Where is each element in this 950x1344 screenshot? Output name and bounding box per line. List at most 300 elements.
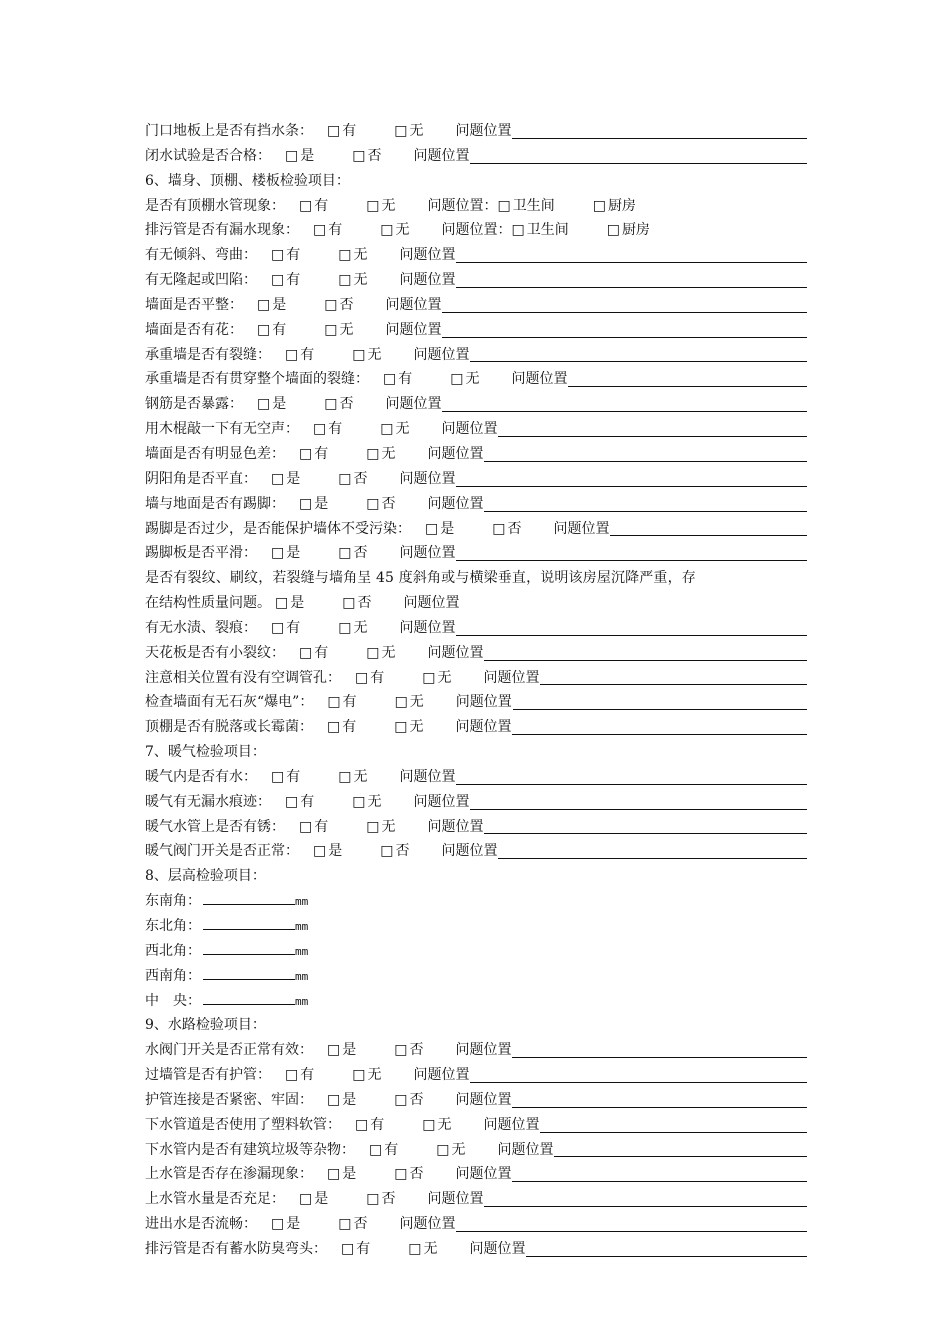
- checkbox[interactable]: □: [324, 396, 338, 413]
- height-measure-row: [145, 964, 807, 989]
- checkbox[interactable]: □: [299, 197, 313, 214]
- checklist-row: [145, 566, 807, 591]
- answer-options: [271, 765, 367, 790]
- checkbox-label: 否: [409, 1166, 424, 1183]
- checkbox[interactable]: □: [355, 1116, 369, 1133]
- checkbox-label: 是: [342, 1166, 357, 1183]
- checkbox-option[interactable]: [324, 392, 353, 417]
- checkbox-label: 无: [353, 247, 368, 264]
- answer-options: [355, 666, 451, 691]
- problem-location-field[interactable]: [456, 472, 807, 487]
- checkbox[interactable]: □: [408, 1240, 422, 1257]
- checkbox-label: 有: [272, 321, 287, 338]
- checklist-row: [145, 293, 807, 318]
- checkbox[interactable]: □: [299, 495, 313, 512]
- problem-location-field[interactable]: [442, 298, 807, 313]
- checkbox[interactable]: □: [394, 694, 408, 711]
- checkbox-option[interactable]: [324, 293, 353, 318]
- checkbox-option[interactable]: [299, 815, 328, 840]
- checkbox-option[interactable]: [313, 839, 342, 864]
- problem-location-field[interactable]: [442, 323, 807, 338]
- problem-location-field[interactable]: [484, 497, 807, 512]
- answer-options: [327, 119, 423, 144]
- checkbox-label: 无: [409, 694, 424, 711]
- problem-location-field[interactable]: [456, 1217, 807, 1232]
- checkbox[interactable]: □: [327, 1091, 341, 1108]
- checkbox-label: 有: [342, 123, 357, 139]
- checkbox-label: 无: [367, 346, 382, 363]
- checklist-row: [145, 343, 807, 368]
- checkbox-option[interactable]: [338, 243, 367, 268]
- checkbox-label: 否: [395, 843, 410, 860]
- checkbox-option[interactable]: [285, 144, 314, 169]
- checkbox-option[interactable]: [366, 1187, 395, 1212]
- checkbox[interactable]: □: [394, 1166, 408, 1183]
- checkbox-label: 无: [409, 719, 424, 736]
- question-text: 下水管道是否使用了塑料软管：: [145, 1116, 341, 1133]
- checkbox[interactable]: □: [338, 768, 352, 785]
- problem-location-label: 问题位置: [455, 1166, 512, 1183]
- answer-options: [313, 417, 409, 442]
- checkbox-label: 卫生间: [526, 222, 569, 239]
- checkbox[interactable]: □: [352, 346, 366, 363]
- checkbox[interactable]: □: [338, 1216, 352, 1233]
- checkbox-option[interactable]: [271, 765, 300, 790]
- checkbox[interactable]: □: [425, 520, 439, 537]
- checklist-row: [145, 541, 807, 566]
- problem-location-field[interactable]: [568, 372, 807, 387]
- checkbox-option[interactable]: [341, 1237, 370, 1262]
- problem-location-field[interactable]: [512, 124, 807, 139]
- problem-location-field[interactable]: [512, 720, 807, 735]
- checkbox-option[interactable]: [394, 1088, 423, 1113]
- checkbox[interactable]: □: [380, 843, 394, 860]
- checkbox[interactable]: □: [394, 1042, 408, 1059]
- measure-label: 中 央：: [145, 992, 201, 1009]
- checkbox-option[interactable]: [366, 492, 395, 517]
- answer-options: [299, 1187, 395, 1212]
- checklist-row: [145, 765, 807, 790]
- problem-location-label: 问题位置: [441, 843, 498, 860]
- problem-location-label: 问题位置: [483, 669, 540, 686]
- location-options: [497, 194, 635, 219]
- checkbox[interactable]: □: [257, 321, 271, 338]
- checkbox-option[interactable]: [299, 194, 328, 219]
- question-text: 是否有顶棚水管现象：: [145, 197, 285, 214]
- checkbox-label: 有: [398, 371, 413, 388]
- checkbox-option[interactable]: [436, 1138, 465, 1163]
- checkbox-option[interactable]: [327, 119, 356, 144]
- checkbox-label: 卫生间: [512, 197, 555, 214]
- checkbox-option[interactable]: [593, 194, 636, 219]
- answer-options: [271, 1212, 367, 1237]
- checkbox-option[interactable]: [299, 641, 328, 666]
- problem-location-field[interactable]: [470, 347, 807, 362]
- checkbox-label: 有: [300, 793, 315, 810]
- question-text: 排污管是否有漏水现象：: [145, 222, 299, 239]
- checklist-row: [145, 815, 807, 840]
- measure-input[interactable]: [203, 890, 295, 905]
- section-heading: 7、暖气检验项目：: [145, 744, 266, 761]
- checkbox-option[interactable]: [422, 1113, 451, 1138]
- checkbox[interactable]: □: [275, 595, 289, 612]
- question-text: 墙面是否平整：: [145, 296, 243, 313]
- problem-location-field[interactable]: [442, 397, 807, 412]
- checkbox[interactable]: □: [299, 445, 313, 462]
- problem-location-field[interactable]: [513, 695, 807, 710]
- section-heading: 9、水路检验项目：: [145, 1017, 266, 1034]
- checkbox-option[interactable]: [299, 442, 328, 467]
- checkbox-label: 是: [314, 495, 329, 512]
- question-text: 下水管内是否有建筑垃圾等杂物：: [145, 1141, 355, 1158]
- checkbox-label: 有: [384, 1141, 399, 1158]
- checkbox-label: 有: [370, 669, 385, 686]
- checkbox-label: 有: [370, 1116, 385, 1133]
- problem-location-field[interactable]: [456, 621, 807, 636]
- checkbox[interactable]: □: [327, 694, 341, 711]
- question-text: 暖气内是否有水：: [145, 768, 257, 785]
- checkbox-option[interactable]: [324, 318, 353, 343]
- checkbox[interactable]: □: [271, 247, 285, 264]
- checkbox-option[interactable]: [366, 194, 395, 219]
- checkbox-option[interactable]: [327, 690, 356, 715]
- problem-location-field[interactable]: [512, 1043, 807, 1058]
- checkbox-option[interactable]: [257, 318, 286, 343]
- checkbox-option[interactable]: [313, 218, 342, 243]
- problem-location-label: 问题位置: [399, 272, 456, 289]
- checkbox-option[interactable]: [327, 1162, 356, 1187]
- question-text: 门口地板上是否有挡水条：: [145, 123, 313, 139]
- checkbox[interactable]: □: [394, 123, 408, 139]
- checkbox-option[interactable]: [395, 690, 424, 715]
- checkbox[interactable]: □: [366, 818, 380, 835]
- question-text: 排污管是否有蓄水防臭弯头：: [145, 1240, 327, 1257]
- checkbox[interactable]: □: [450, 371, 464, 388]
- answer-options: [313, 839, 409, 864]
- problem-location-field[interactable]: [512, 1093, 807, 1108]
- checkbox-option[interactable]: [352, 343, 381, 368]
- checkbox-option[interactable]: [257, 392, 286, 417]
- checkbox-option[interactable]: [366, 815, 395, 840]
- checkbox-option[interactable]: [497, 194, 554, 219]
- measure-input[interactable]: [203, 940, 295, 955]
- checkbox-label: 有: [286, 247, 301, 264]
- checkbox-option[interactable]: [369, 1138, 398, 1163]
- checkbox[interactable]: □: [383, 371, 397, 388]
- checklist-row: [145, 1113, 807, 1138]
- checkbox[interactable]: □: [352, 793, 366, 810]
- checkbox-option[interactable]: [285, 1063, 314, 1088]
- checkbox[interactable]: □: [324, 321, 338, 338]
- checkbox-option[interactable]: [327, 1038, 356, 1063]
- checkbox[interactable]: □: [338, 619, 352, 636]
- question-text: 是否有裂纹、刷纹，若裂缝与墙角呈 45 度斜角或与横梁垂直，说明该房屋沉降严重，存: [145, 570, 696, 587]
- checkbox-option[interactable]: [342, 591, 371, 616]
- problem-location-field[interactable]: [456, 770, 807, 785]
- checkbox[interactable]: □: [352, 1067, 366, 1084]
- problem-location-field[interactable]: [470, 149, 807, 164]
- location-options: [511, 218, 649, 243]
- checkbox-label: 无: [465, 371, 480, 388]
- checklist-row: [145, 1187, 807, 1212]
- question-text: 承重墙是否有裂缝：: [145, 346, 271, 363]
- checkbox[interactable]: □: [285, 346, 299, 363]
- checkbox[interactable]: □: [369, 1141, 383, 1158]
- checkbox-option[interactable]: [271, 268, 300, 293]
- checkbox[interactable]: □: [341, 1240, 355, 1257]
- checkbox-option[interactable]: [355, 1113, 384, 1138]
- checklist-row: [145, 839, 807, 864]
- checkbox-label: 有: [300, 1067, 315, 1084]
- problem-location-field[interactable]: [498, 422, 807, 437]
- checkbox-option[interactable]: [394, 715, 423, 740]
- checkbox-option[interactable]: [394, 1038, 423, 1063]
- checkbox[interactable]: □: [511, 222, 525, 239]
- checkbox-label: 有: [342, 694, 357, 711]
- height-measure-row: [145, 889, 807, 914]
- checkbox[interactable]: □: [394, 719, 408, 736]
- checkbox-option[interactable]: [355, 666, 384, 691]
- checkbox-option[interactable]: [422, 666, 451, 691]
- question-text: 顶棚是否有脱落或长霉菌：: [145, 719, 313, 736]
- problem-location-label: 问题位置: [511, 371, 568, 388]
- problem-location-label: 问题位置: [497, 1141, 554, 1158]
- checkbox-option[interactable]: [338, 765, 367, 790]
- checkbox-label: 是: [290, 595, 305, 612]
- checkbox[interactable]: □: [257, 296, 271, 313]
- checkbox[interactable]: □: [422, 669, 436, 686]
- problem-location-field[interactable]: [456, 273, 807, 288]
- checkbox[interactable]: □: [338, 545, 352, 562]
- answer-options: [327, 1162, 423, 1187]
- checkbox-option[interactable]: [425, 517, 454, 542]
- problem-location-field[interactable]: [540, 670, 807, 685]
- checklist-row: [145, 517, 807, 542]
- checkbox[interactable]: □: [366, 1191, 380, 1208]
- checkbox[interactable]: □: [271, 545, 285, 562]
- question-text: 有无隆起或凹陷：: [145, 272, 257, 289]
- checkbox-label: 否: [367, 147, 382, 164]
- problem-location-field[interactable]: [540, 1118, 807, 1133]
- answer-options: [271, 616, 367, 641]
- checkbox[interactable]: □: [352, 147, 366, 164]
- checkbox-label: 是: [272, 396, 287, 413]
- problem-location-field[interactable]: [484, 1192, 807, 1207]
- checkbox-option[interactable]: [327, 1088, 356, 1113]
- checkbox[interactable]: □: [271, 272, 285, 289]
- answer-options: [369, 1138, 465, 1163]
- checkbox-option[interactable]: [285, 343, 314, 368]
- problem-location-field[interactable]: [610, 521, 807, 536]
- checkbox[interactable]: □: [324, 296, 338, 313]
- checkbox-option[interactable]: [380, 839, 409, 864]
- checkbox[interactable]: □: [271, 619, 285, 636]
- checkbox-option[interactable]: [408, 1237, 437, 1262]
- checkbox[interactable]: □: [299, 1191, 313, 1208]
- checkbox-label: 有: [314, 644, 329, 661]
- checkbox[interactable]: □: [366, 197, 380, 214]
- checkbox[interactable]: □: [327, 719, 341, 736]
- checkbox[interactable]: □: [366, 644, 380, 661]
- checkbox[interactable]: □: [327, 123, 341, 139]
- problem-location-label: 问题位置: [385, 321, 442, 338]
- problem-location-field[interactable]: [484, 447, 807, 462]
- checkbox-option[interactable]: [338, 467, 367, 492]
- checkbox-option[interactable]: [394, 1162, 423, 1187]
- problem-location-label: 问题位置: [385, 396, 442, 413]
- checkbox-option[interactable]: [257, 293, 286, 318]
- checkbox[interactable]: □: [271, 768, 285, 785]
- checkbox-option[interactable]: [271, 541, 300, 566]
- checklist-row: [145, 666, 807, 691]
- problem-location-label: 问题位置: [399, 470, 456, 487]
- checkbox[interactable]: □: [338, 470, 352, 487]
- measure-label: 东北角：: [145, 918, 201, 934]
- checkbox-option[interactable]: [285, 790, 314, 815]
- checkbox-option[interactable]: [380, 417, 409, 442]
- answer-options: [313, 218, 409, 243]
- checkbox-option[interactable]: [313, 417, 342, 442]
- checkbox[interactable]: □: [436, 1141, 450, 1158]
- checkbox[interactable]: □: [497, 197, 511, 214]
- checkbox-label: 无: [381, 445, 396, 462]
- checkbox[interactable]: □: [342, 595, 356, 612]
- section-heading: 8、层高检验项目：: [145, 868, 266, 885]
- checkbox[interactable]: □: [313, 222, 327, 239]
- problem-location-label: 问题位置: [455, 694, 512, 711]
- answer-options: [327, 715, 423, 740]
- checkbox[interactable]: □: [257, 396, 271, 413]
- checkbox-option[interactable]: [271, 616, 300, 641]
- checkbox-option[interactable]: [352, 144, 381, 169]
- checkbox-option[interactable]: [299, 492, 328, 517]
- checkbox-option[interactable]: [338, 616, 367, 641]
- checkbox[interactable]: □: [394, 1091, 408, 1108]
- question-text: 天花板是否有小裂纹：: [145, 644, 285, 661]
- checklist-row: [145, 392, 807, 417]
- checkbox-option[interactable]: [352, 1063, 381, 1088]
- answer-options: [327, 1038, 423, 1063]
- checkbox[interactable]: □: [327, 1166, 341, 1183]
- checkbox-option[interactable]: [383, 367, 412, 392]
- checkbox-option[interactable]: [352, 790, 381, 815]
- checkbox-option[interactable]: [607, 218, 650, 243]
- checkbox[interactable]: □: [271, 1216, 285, 1233]
- checkbox-option[interactable]: [271, 1212, 300, 1237]
- checkbox-option[interactable]: [271, 467, 300, 492]
- checkbox[interactable]: □: [285, 793, 299, 810]
- checkbox[interactable]: □: [313, 421, 327, 438]
- checkbox-option[interactable]: [327, 715, 356, 740]
- checkbox[interactable]: □: [338, 272, 352, 289]
- measure-input[interactable]: [203, 990, 295, 1005]
- checkbox[interactable]: □: [380, 421, 394, 438]
- question-text: 上水管水量是否充足：: [145, 1191, 285, 1208]
- checkbox[interactable]: □: [606, 222, 620, 239]
- problem-location-field[interactable]: [498, 844, 807, 859]
- answer-options: [285, 1063, 381, 1088]
- problem-location-field[interactable]: [484, 646, 807, 661]
- problem-location-field[interactable]: [456, 248, 807, 263]
- checkbox-label: 否: [409, 1091, 424, 1108]
- checkbox-label: 是: [328, 843, 343, 860]
- problem-location-label: 问题位置: [469, 1240, 526, 1257]
- checkbox-option[interactable]: [394, 119, 423, 144]
- question-text: 墙面是否有明显色差：: [145, 445, 285, 462]
- checkbox[interactable]: □: [338, 247, 352, 264]
- checkbox[interactable]: □: [592, 197, 606, 214]
- problem-location-field[interactable]: [512, 1167, 807, 1182]
- checklist-row: [145, 1237, 807, 1262]
- checkbox-option[interactable]: [271, 243, 300, 268]
- checkbox-option[interactable]: [338, 268, 367, 293]
- problem-location-field[interactable]: [456, 546, 807, 561]
- checkbox[interactable]: □: [271, 470, 285, 487]
- checkbox-label: 是: [342, 1042, 357, 1059]
- checkbox[interactable]: □: [285, 147, 299, 164]
- checkbox-label: 无: [353, 619, 368, 636]
- checkbox-label: 否: [353, 470, 368, 487]
- answer-options: [327, 690, 423, 715]
- checkbox-option[interactable]: [338, 1212, 367, 1237]
- checkbox-option[interactable]: [450, 367, 479, 392]
- problem-location-label: 问题位置: [399, 545, 456, 562]
- checklist-row: [145, 1063, 807, 1088]
- checkbox[interactable]: □: [380, 222, 394, 239]
- measure-label: 东南角：: [145, 893, 201, 910]
- problem-location-field[interactable]: [484, 819, 807, 834]
- question-text: 上水管是否存在渗漏现象：: [145, 1166, 313, 1183]
- problem-location-label: 问题位置: [427, 445, 484, 462]
- section-heading: 6、墙身、顶棚、楼板检验项目：: [145, 172, 350, 189]
- checkbox[interactable]: □: [366, 495, 380, 512]
- measure-input[interactable]: [203, 915, 295, 930]
- problem-location-field[interactable]: [554, 1142, 807, 1157]
- checkbox[interactable]: □: [327, 1042, 341, 1059]
- checkbox-option[interactable]: [275, 591, 304, 616]
- checkbox-label: 无: [437, 669, 452, 686]
- checkbox[interactable]: □: [366, 445, 380, 462]
- checkbox-option[interactable]: [511, 218, 568, 243]
- checkbox-option[interactable]: [299, 1187, 328, 1212]
- checkbox[interactable]: □: [299, 818, 313, 835]
- checkbox[interactable]: □: [299, 644, 313, 661]
- checklist-row: [145, 591, 807, 616]
- checkbox-option[interactable]: [492, 517, 521, 542]
- checkbox-label: 有: [328, 421, 343, 438]
- checkbox[interactable]: □: [313, 843, 327, 860]
- checkbox[interactable]: □: [355, 669, 369, 686]
- checkbox-label: 无: [353, 272, 368, 289]
- checkbox-option[interactable]: [366, 641, 395, 666]
- problem-location-label: 问题位置: [399, 247, 456, 264]
- checkbox-option[interactable]: [366, 442, 395, 467]
- checkbox[interactable]: □: [492, 520, 506, 537]
- problem-location-field[interactable]: [526, 1242, 807, 1257]
- checkbox-label: 无: [395, 421, 410, 438]
- problem-location-field[interactable]: [470, 795, 807, 810]
- measure-label: 西南角：: [145, 967, 201, 984]
- measure-input[interactable]: [203, 965, 295, 980]
- checkbox-option[interactable]: [380, 218, 409, 243]
- checkbox[interactable]: □: [285, 1067, 299, 1084]
- checkbox[interactable]: □: [422, 1116, 436, 1133]
- problem-location-label: 问题位置: [427, 818, 484, 835]
- problem-location-field[interactable]: [470, 1068, 807, 1083]
- checkbox-option[interactable]: [338, 541, 367, 566]
- checkbox-label: 是: [314, 1191, 329, 1208]
- answer-options: [299, 442, 395, 467]
